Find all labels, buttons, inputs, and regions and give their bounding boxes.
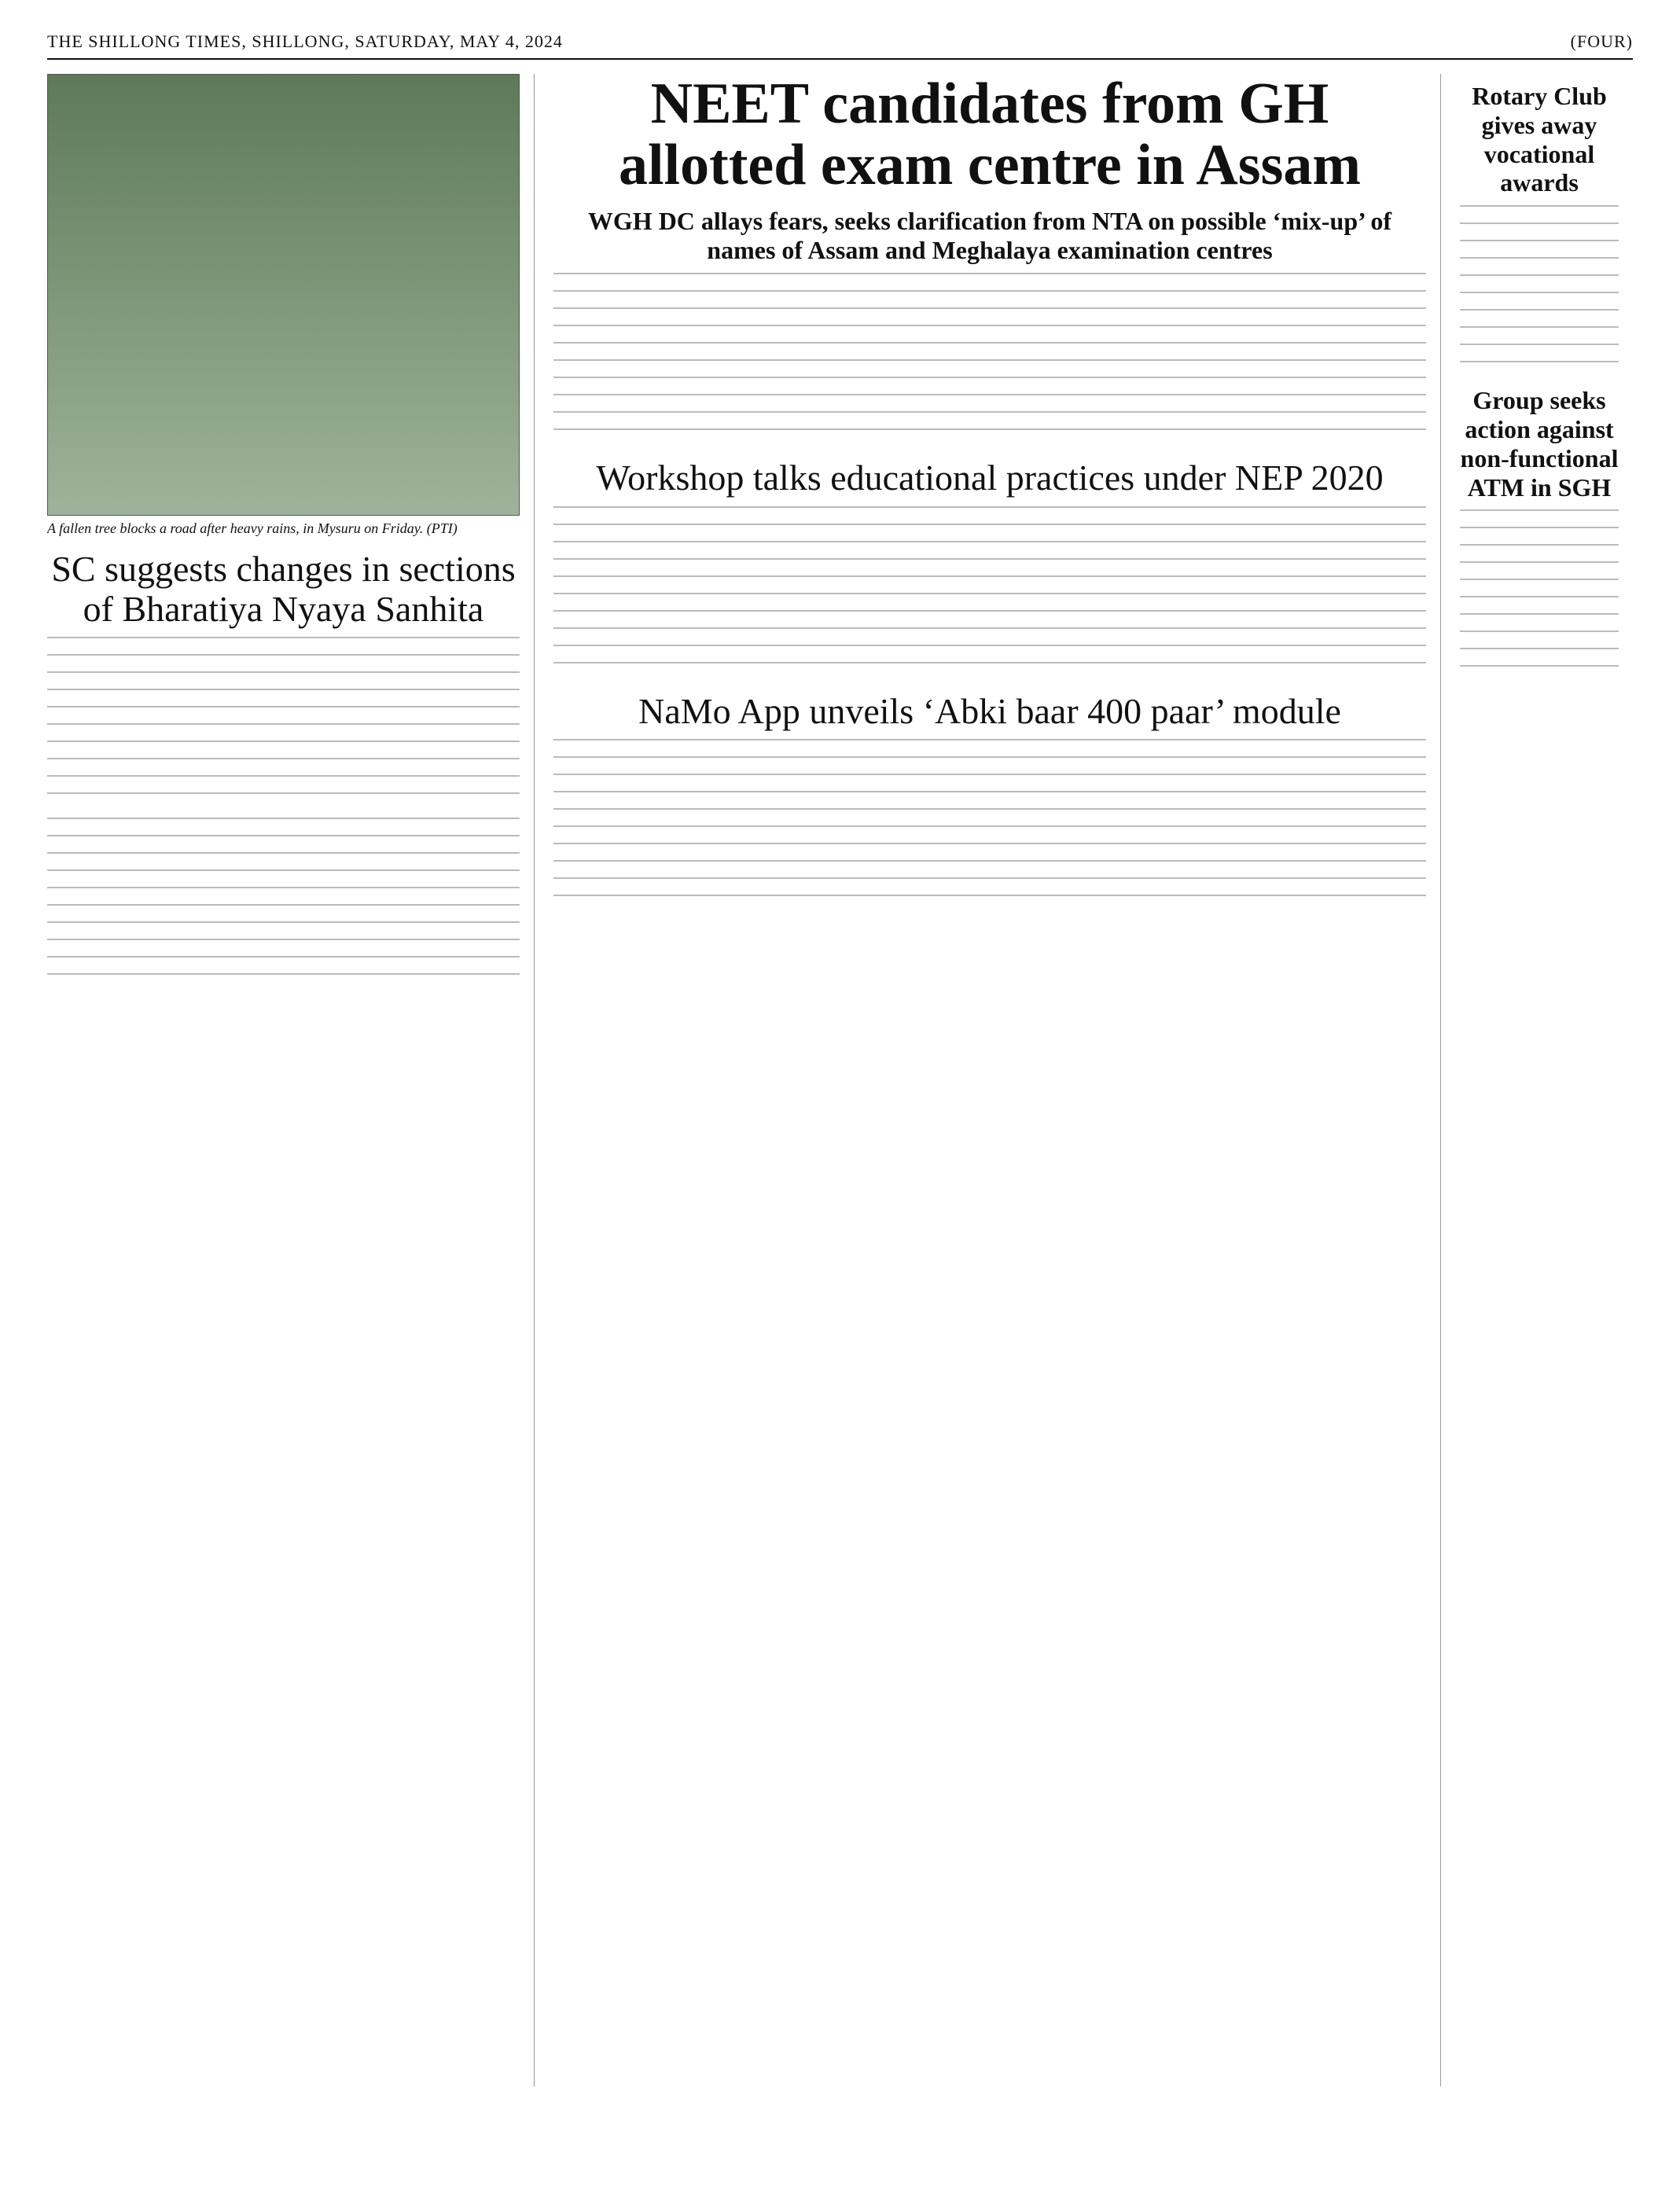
article-body-placeholder <box>553 506 1426 679</box>
photo-caption: A fallen tree blocks a road after heavy rains, in Mysuru on Friday. (PTI) <box>47 520 458 536</box>
center-column <box>553 74 1441 2086</box>
article-body-placeholder <box>553 273 1426 446</box>
masthead-date: THE SHILLONG TIMES, SHILLONG, SATURDAY, MAY 4, 2024 <box>47 31 563 51</box>
masthead <box>47 31 1633 60</box>
article-headline-sc: SC suggests changes in sections of Bharatiya Nyaya Sanhita <box>51 549 516 629</box>
page-columns <box>47 74 1633 2086</box>
photo-fallen-tree <box>47 74 520 516</box>
lead-headline: NEET candidates from GH allotted exam centre in Assam <box>618 74 1362 197</box>
article-body-placeholder <box>47 818 520 991</box>
article-headline-atm: Group seeks action against non-functional ATM in SGH <box>1460 386 1619 502</box>
right-column <box>1460 74 1633 2086</box>
article-headline-rotary: Rotary Club gives away vocational awards <box>1472 82 1607 197</box>
article-body-placeholder <box>553 739 1426 912</box>
article-body-placeholder <box>1460 205 1619 378</box>
page-number: (FOUR) <box>1570 31 1633 51</box>
lead-subheadline: WGH DC allays fears, seeks clarification from NTA on possible ‘mix-up’ of names of Assam and Meghalaya examination centres <box>587 207 1392 265</box>
article-headline-workshop: Workshop talks educational practices under NEP 2020 <box>596 457 1384 498</box>
article-body-placeholder <box>1460 509 1619 682</box>
left-column <box>47 74 535 2086</box>
article-body-placeholder <box>47 637 520 810</box>
article-headline-namo: NaMo App unveils ‘Abki baar 400 paar’ module <box>638 690 1341 731</box>
